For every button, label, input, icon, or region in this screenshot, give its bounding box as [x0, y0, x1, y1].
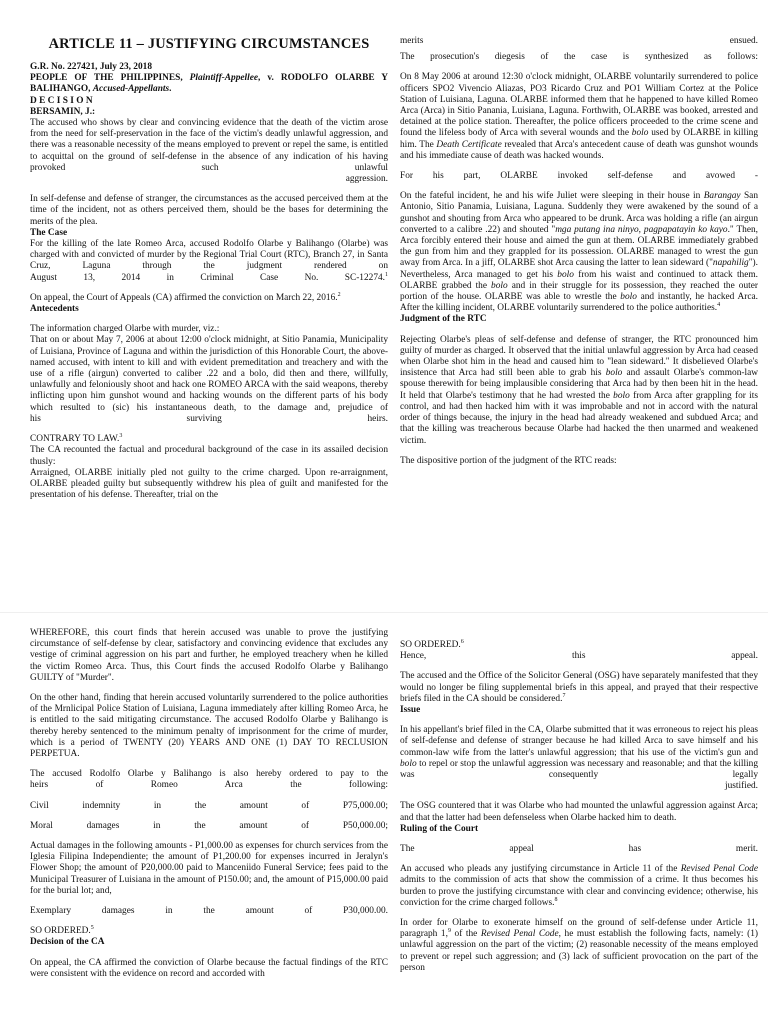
paragraph: The CA recounted the factual and procedural background of the case in its assailed decision thusly:	[30, 445, 388, 467]
top-right-column	[400, 36, 758, 467]
so-ordered: SO ORDERED.$^6$	[400, 638, 464, 650]
footnote-marker: 8	[554, 896, 558, 903]
footnote-marker: 2	[337, 291, 341, 298]
paragraph: The accused Rodolfo Olarbe y Balihango is also hereby ordered to pay to the	[30, 769, 388, 780]
section-heading-antecedents: Antecedents	[30, 304, 79, 315]
paragraph: The information charged Olarbe with murder, viz.:	[30, 324, 220, 335]
paragraph: The accused who shows by clear and convincing evidence that the death of the victim arose from the need for self-preservation in the face of the victim's deadly unlawful aggression, and there was a reasonable necessity of the means employed to prevent or repel the same, is entitled to acquittal on the ground of self-defense in the absence of any indication of his having provoked such unlawful	[30, 118, 388, 173]
bottom-left-column	[30, 628, 388, 980]
top-left-column	[30, 36, 388, 501]
paragraph: Arraigned, OLARBE initially pled not guilty to the crime charged. Upon re-arraignment, OLARBE pleaded guilty but subsequently withdrew his plea of guilt and manifested for the presentation of his defense. Thereafter, trial on the	[30, 467, 388, 501]
paragraph: On appeal, the Court of Appeals (CA) affirmed the conviction on March 22, 2016.$^2$	[30, 291, 341, 303]
footnote-marker: 1	[385, 271, 388, 278]
paragraph: The OSG countered that it was Olarbe who had mounted the unlawful aggression against Arca; and that the latter had been defenseless when Olarbe hacked him to death.	[400, 801, 758, 823]
paragraph: On 8 May 2006 at around 12:30 o'clock midnight, OLARBE voluntarily surrendered to police officers SPO2 Vivencio Aliazas, PO3 Ricardo Cruz and PO1 William Cortez at the Police Station of Luisiana, Laguna. OLARBE informed them that he happened to have killed Romeo Arca (Arca) in Sitio Panania, Luisiana, Laguna. Forthwith, OLARBE was booked, arrested and detained at the police station. Thereafter, the police officers proceeded to the crime scene and found the lifeless body of Arca with several wounds and the bolo used by OLARBE in killing him. The Death Certificate revealed that Arca's antecedent cause of death was gunshot wounds and his immediate cause of death was hacked wounds.	[400, 72, 759, 161]
case-number: G.R. No. 227421, July 23, 2018	[30, 62, 152, 72]
paragraph-end: aggression.	[345, 174, 388, 185]
section-heading-ruling: Ruling of the Court	[400, 823, 479, 834]
paragraph: WHEREFORE, this court finds that herein accused was unable to prove the justifying circumstance of self-defense by clear, satisfactory and convincing evidence that excludes any vestige of criminal aggression on his part and further, he employed treachery when he killed the victim Romeo Arca. Thus, this Court finds the accused Rodolfo Olarbe y Balihango GUILTY of "Murder".	[30, 628, 388, 683]
paragraph: In self-defense and defense of stranger, the circumstances as the accused perceived them at the time of the incident, not as others perceived them, should be the bases for determining the merits of the plea.	[30, 194, 388, 227]
footnote-marker: 9	[447, 928, 451, 935]
footnote-marker: 3	[119, 432, 123, 439]
section-heading-case: The Case	[30, 227, 68, 238]
paragraph: In order for Olarbe to exonerate himself on the ground of self-defense under Article 11, paragraph 1,$^9$ of the Revised Penal Code, he must establish the following facts, namely: (1) unlawful aggression on the part of the victim; (2) reasonable necessity of the means employed to prevent or repel such aggression; and (3) lack of sufficient provocation on the part of the person	[400, 918, 758, 973]
section-heading-issue: Issue	[400, 705, 421, 716]
footnote-marker: 4	[717, 302, 721, 309]
paragraph: In his appellant's brief filed in the CA, Olarbe submitted that it was erroneous to reject his pleas of self-defense and defense of stranger because he had killed Arca to save himself and his common-law wife from the latter's unlawful aggression; that his use of the victim's gun and bolo to repel or stop the unlawful aggression was necessary and reasonable; and that the killing was consequently legally	[400, 725, 758, 781]
paragraph: CONTRARY TO LAW.$^3$	[30, 432, 123, 445]
paragraph-end: justified.	[725, 781, 758, 792]
damages-moral: Moral damages in the amount of P50,000.00;	[30, 820, 388, 831]
paragraph: The appeal has merit.	[400, 844, 758, 855]
damages-actual: Actual damages in the following amounts - P1,000.00 as expenses for church services from the Iglesia Filipina Independiente; the amount of P1,200.00 for expenses incurred in Jeralyn's Flower Shop; the amount of P20,000.00 paid to Manceniido Funeral Service; fees paid to the Municipal Treasurer of Luisiana in the amount of P150.00; and, the amount of P15,000.00 paid for the burial lot; and,	[30, 841, 388, 896]
paragraph: Hence, this appeal.	[400, 651, 758, 662]
decision-heading: D E C I S I O N	[30, 95, 93, 106]
page-title: ARTICLE 11 – JUSTIFYING CIRCUMSTANCES	[48, 36, 370, 52]
paragraph: That on or about May 7, 2006 at about 12:00 o'clock midnight, at Sitio Panamia, Municipality of Luisiana, Province of Laguna and within the jurisdiction of this Honorable Court, the above-named accused, with intent to kill and with evident premeditation and treachery and with the use of a rifle (airgun) converted to caliber .22 and a bolo, did then and there, willfully, unlawfully and feloniously shoot and hack one ROMEO ARCA with the said weapons, thereby inflicting upon him gunshot wound and hacking wounds on the different parts of his body which resulted to (sic) his instantaneous death, to the damage and, prejudice of	[30, 335, 388, 413]
paragraph: On the other hand, finding that herein accused voluntarily surrendered to the police authorities of the Mrnlicipal Police Station of Luisiana, Laguna immediately after killing Romeo Arca, he is entitled to the said mitigating circumstance. The accused Rodolfo Olarbe y Balihango is thereby hereby sentenced to the minimum penalty of imprisonment for the crime of murder, which is a period of TWENTY (20) YEARS AND ONE (1) DAY TO RECLUSION PERPETUA.	[30, 693, 388, 760]
paragraph: On appeal, the CA affirmed the conviction of Olarbe because the factual findings of the RTC were consistent with the evidence on record and accorded with	[30, 957, 388, 979]
paragraph: On the fateful incident, he and his wife Juliet were sleeping in their house in Barangay San Antonio, Sitio Panamia, Luisiana, Laguna. Suddenly they were awakened by the sound of a gunshot and shouting from Arca who appeared to be drunk. Arca was holding a rifle (an airgun converted to a calibre .22) and shouted "mga putang ina ninyo, pagpapatayin ko kayo." Then, Arca forcibly entered their house and aimed the gun at them. OLARBE immediately grabbed the gun from him and they grappled for its possession. OLARBE managed to wrest the gun away from Arca. In a jiff, OLARBE shot Arca causing the latter to lean sideward ("napahilig"). Nevertheless, Arca managed to get his bolo from his waist and continued to attack them. OLARBE grabbed the bolo and in their struggle for its possession, they reached the outer portion of the house. OLARBE was able to wrestle the bolo and instantly, he hacked Arca. After the killing incident, OLARBE voluntarily surrendered to the police authorities.$^4$	[400, 191, 758, 314]
footnote-marker: 6	[460, 638, 464, 645]
case-parties: PEOPLE OF THE PHILIPPINES, Plaintiff-Appellee, v. RODOLFO OLARBE Y BALIHANGO, Accused-Appellants.	[30, 73, 388, 95]
paragraph: For his part, OLARBE invoked self-defense and avowed -	[400, 171, 758, 182]
footnote-marker: 7	[562, 692, 566, 699]
footnote-marker: 5	[90, 925, 94, 932]
damages-civil: Civil indemnity in the amount of P75,000.00;	[30, 800, 388, 811]
paragraph: An accused who pleads any justifying circumstance in Article 11 of the Revised Penal Code admits to the commission of acts that show the commission of a crime. It thus becomes his burden to prove the justifying circumstance with clear and convincing evidence; otherwise, his conviction for the crime charged follows.$^8$	[400, 864, 759, 908]
so-ordered: SO ORDERED.$^5$	[30, 925, 94, 937]
paragraph-end: August 13, 2014 in Criminal Case No. SC-12274.$^1$	[30, 271, 388, 283]
damages-exemplary: Exemplary damages in the amount of P30,000.00.	[30, 906, 388, 917]
page-divider	[0, 612, 768, 613]
section-heading-ca-decision: Decision of the CA	[30, 937, 105, 948]
paragraph: Rejecting Olarbe's pleas of self-defense and defense of stranger, the RTC pronounced him guilty of murder as charged. It observed that the initial unlawful aggression by Arca had ceased when Olarbe shot him in the head and caused him to "lean sideward." It disbelieved Olarbe's insistence that Arca had still been able to grab his bolo and assault Olarbe's common-law spouse therewith for being implausible considering that Arca had by then been hit in the head. It held that Olarbe's testimony that he had wrested the bolo from Arca after grappling for its control, and had then hacked him with it was improbable and not in accord with the natural order of things because, the injury in the head had already weakened and subdued Arca; and that the killing was treacherous because Olarbe had hacked the then unarmed and weakened victim.	[400, 334, 758, 446]
paragraph: The prosecution's diegesis of the case is synthesized as follows:	[400, 52, 758, 63]
section-heading-rtc-judgment: Judgment of the RTC	[400, 314, 487, 325]
paragraph: merits ensued.	[400, 36, 758, 46]
bottom-right-column	[400, 640, 758, 974]
paragraph-end: his surviving heirs.	[30, 413, 388, 424]
paragraph: For the killing of the late Romeo Arca, accused Rodolfo Olarbe y Balihango (Olarbe) was charged with and convicted of murder by the Regional Trial Court (RTC), Branch 27, in Santa Cruz, Laguna through the judgment rendered on	[30, 239, 388, 272]
paragraph-end: heirs of Romeo Arca the following:	[30, 780, 388, 791]
ponente: BERSAMIN, J.:	[30, 106, 96, 117]
paragraph: The dispositive portion of the judgment of the RTC reads:	[400, 455, 617, 466]
paragraph: The accused and the Office of the Solicitor General (OSG) have separately manifested that they would no longer be filing supplemental briefs in this appeal, and prayed that their respective briefs filed in the CA should be considered.$^7$	[400, 671, 758, 704]
